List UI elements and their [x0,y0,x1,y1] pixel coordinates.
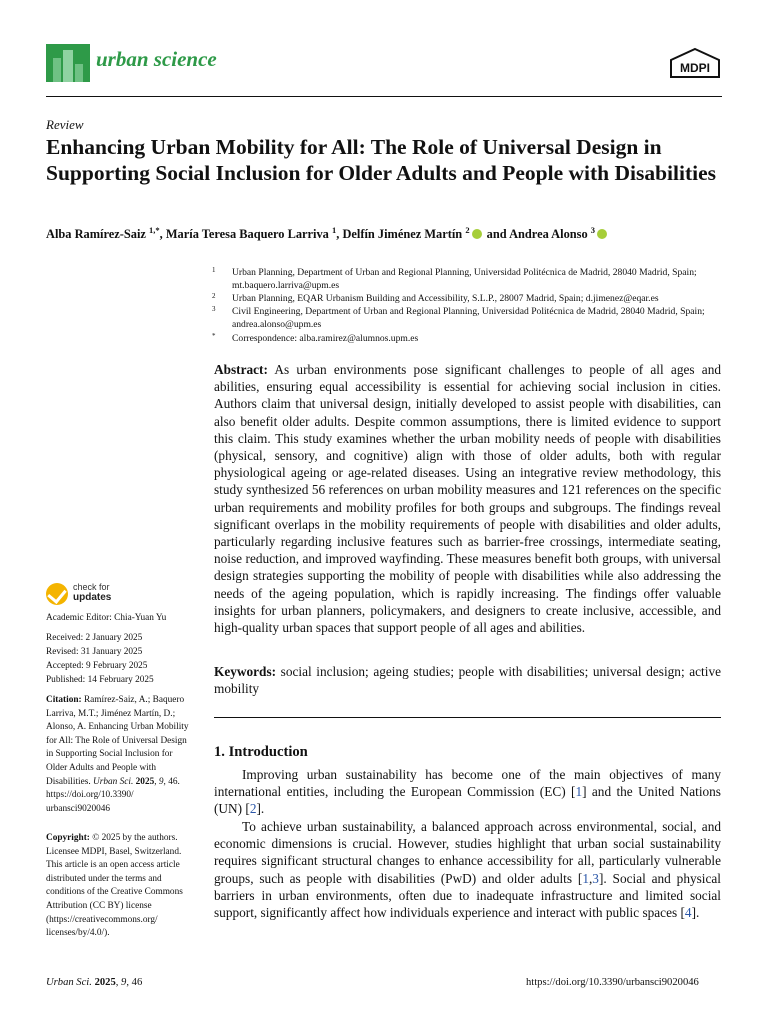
citation-block: Citation: Ramírez-Saiz, A.; Baquero Larriva, M.T.; Jiménez Martín, D.; Alonso, A. Enhancing Urban Mobility for All: The Role of Universal Design in Supporting Social Inclusion for Older Adults and People with Disabilities. Urban Sci. 2025, 9, 46. https://doi.org/10.3390/ urbansci9020046 [46,695,189,814]
citation-doi-link[interactable]: , 46. https://doi.org/10.3390/ urbansci9020046 [46,776,180,814]
keywords [214,663,721,697]
keywords-text: social inclusion; ageing studies; people with disabilities; universal design; active mobility [214,664,721,697]
academic-editor: Academic Editor: Chia-Yuan Yu [46,613,167,623]
section-divider [214,717,721,718]
date-revised: Revised: 31 January 2025 [46,647,143,657]
affiliation-item: 1 Urban Planning, Department of Urban and Regional Planning, Universidad Politécnica de Madrid, 28040 Madrid, Spain; mt.baquero.larriva@upm.es [212,266,697,291]
author-list: Alba Ramírez-Saiz $^{1,*}$, María Teresa Baquero Larriva $^1$, Delfín Jiménez Martín $^2$ and Andrea Alonso $^3$ [46,225,736,242]
header-divider [46,96,722,97]
author-name[interactable]: Delfín Jiménez Martín [342,227,463,242]
footer-doi-link[interactable]: https://doi.org/10.3390/urbansci9020046 [526,977,699,988]
body-paragraph: To achieve urban sustainability, a balanced approach across environmental, social, and economic dimensions is crucial. However, studies highlight that urban social sustainability requires significant structural changes to enhance accessibility for all, particularly vulnerable groups, such as people with disabilities (PwD) and older adults [1,3]. Social and physical barriers in urban environments, often due to inadequate infrastructure and limited social support, significantly affect how individuals experience and interact with public spaces [4]. [214,819,721,921]
author-name[interactable]: María Teresa Baquero Larriva [165,227,329,242]
citation-link[interactable]: 1 [575,784,583,800]
check-icon [46,583,68,605]
author-affiliation-mark: 1 [332,225,337,235]
citation-link[interactable]: 4 [684,905,692,921]
author-affiliation-mark: 1,* [149,225,160,235]
journal-name: urban science [96,47,217,71]
footer-citation: Urban Sci. 2025, 9, 46 [46,977,143,988]
date-received: Received: 2 January 2025 [46,633,143,643]
citation-link[interactable]: 3 [592,870,599,886]
affiliation-item: 2 Urban Planning, EQAR Urbanism Building and Accessibility, S.L.P., 28007 Madrid, Spain; d.jimenez@eqar.es [212,292,659,304]
abstract [214,361,721,636]
citation-label: Citation: [46,695,82,705]
author-affiliation-mark: 2 [465,225,470,235]
author-affiliation-mark: 3 [590,225,596,235]
svg-text:MDPI: MDPI [680,61,710,75]
author-name[interactable]: Andrea Alonso [509,227,588,242]
date-published: Published: 14 February 2025 [46,675,154,685]
citation-link[interactable]: 1 [582,870,589,886]
abstract-label: Abstract: [214,362,268,377]
orcid-icon[interactable] [472,229,482,239]
affiliation-item: 3 Civil Engineering, Department of Urban and Regional Planning, Universidad Politécnica de Madrid, 28040 Madrid, Spain; andrea.alonso@upm.es [212,305,705,330]
article-title: Enhancing Urban Mobility for All: The Role of Universal Design in Supporting Social Inclusion for Older Adults and People with Disabilities [46,135,717,185]
correspondence: * Correspondence: alba.ramirez@alumnos.upm.es [212,332,419,344]
abstract-text: As urban environments pose significant challenges to people of all ages and abilities, ensuring equal accessibility is essential for achieving social inclusion in cities. Authors claim that universal design, initially developed to assist people with disabilities, can also benefit older adults. Despite common assumptions, there is limited evidence to support this claim. This study examines whether the urban mobility needs of people with disabilities (physical, sensory, and cognitive) align with those of older adults, both with regular physiological ageing or age-related diseases. Using an integrative review methodology, this study synthesized 56 references on urban mobility measures and 121 references on the specific urban requirements and mobility profiles for both groups and subgroups. The findings reveal significant overlaps in the mobility requirements of people with disabilities and older adults, particularly regarding inclusive features such as barrier-free crossings, intermediate seating, noise reduction, and improved wayfinding. These measures benefit both groups, with universal design strategies supporting the mobility of people with disabilities while also addressing the needs of the ageing population, which is rapidly increasing. The findings offer valuable insights for urban planners, policymakers, and designers to create inclusive, accessible, and high-quality urban spaces that support people of all ages and abilities. [214,362,721,636]
mdpi-logo-icon [666,47,724,81]
copyright-label: Copyright: [46,833,90,843]
author-name[interactable]: Alba Ramírez-Saiz [46,227,146,242]
journal-logo-icon [46,44,90,82]
orcid-icon[interactable] [597,229,607,239]
body-paragraph: Improving urban sustainability has become one of the main objectives of many international entities, including the European Commission (EC) [1] and the United Nations (UN) [2]. [214,767,721,817]
citation-link[interactable]: 2 [249,801,257,817]
keywords-label: Keywords: [214,664,277,679]
date-accepted: Accepted: 9 February 2025 [46,661,148,671]
copyright-block: Copyright: © 2025 by the authors. Licensee MDPI, Basel, Switzerland. This article is an open access article distributed under the terms and conditions of the Creative Commons Attribution (CC BY) license (https://creativecommons.org/ licenses/by/4.0/). [46,833,183,939]
check-for-updates-button[interactable]: check for updates [46,583,156,607]
article-type: Review [46,117,84,132]
section-heading: 1. Introduction [214,744,308,760]
